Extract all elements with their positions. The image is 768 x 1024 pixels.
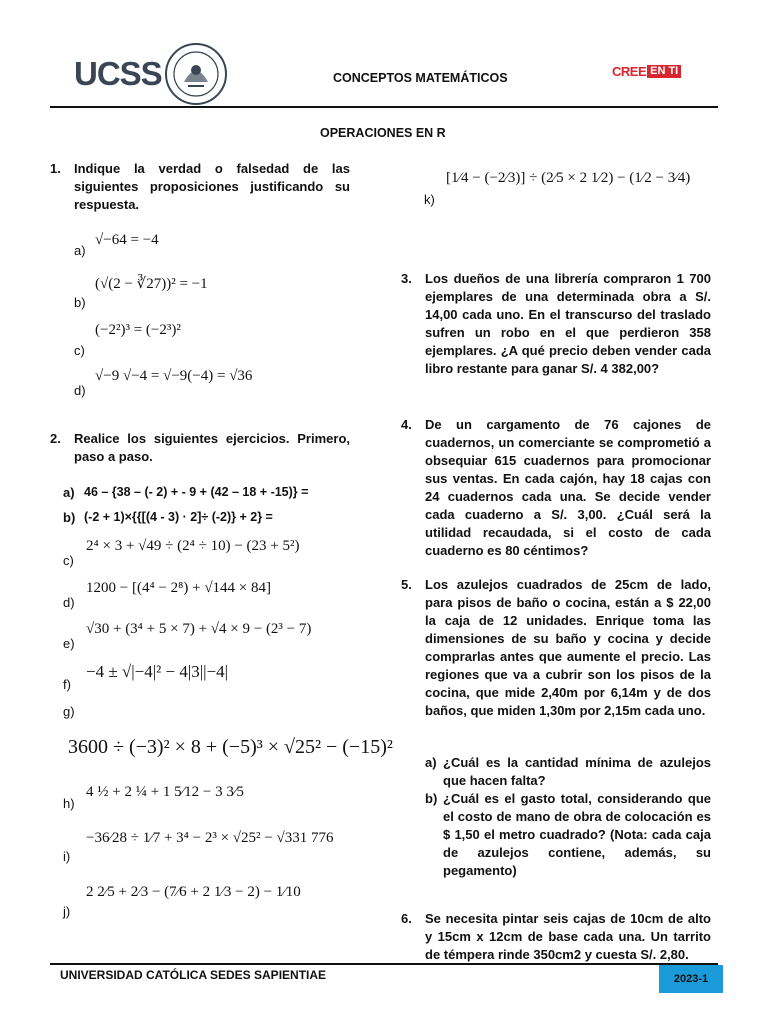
q2-item-b-expr: (-2 + 1)×{{[(4 - 3) · 2]÷ (-2)} + 2} = [84,510,273,524]
footer-rule [50,963,718,965]
cree-en-ti-logo [612,64,681,79]
question-5-part-b [425,790,711,880]
q2-item-a-label: a) [63,485,75,500]
question-number: 4. [401,417,412,432]
q2-item-i-label: i) [63,849,71,864]
question-number: 6. [401,911,412,926]
part-text: ¿Cuál es la cantidad mínima de azulejos que hacen falta? [443,755,711,788]
part-text: ¿Cuál es el gasto total, considerando que el costo de mano de obra de colocación es $ 1,50 el metro cuadrado? (Nota: cada caja de azulejos contiene, además, su pegamento) [443,791,711,878]
question-text: Se necesita pintar seis cajas de 10cm de alto y 15cm x 12cm de base cada una. Un tarrito de témpera rinde 350cm2 y cuesta S/. 2,80. [425,911,711,962]
question-number: 1. [50,161,61,176]
page-header [0,0,768,112]
question-3 [401,270,711,378]
q2-item-f-label: f) [63,677,71,692]
question-number: 3. [401,271,412,286]
q2-item-j-label: j) [63,904,71,919]
q2-item-j-expr: 2 2⁄5 + 2⁄3 − (7⁄6 + 2 1⁄3 − 2) − 1⁄10 [86,884,301,900]
q2-item-h-label: h) [63,796,75,811]
q1-item-k-expr: [1⁄4 − (−2⁄3)] ÷ (2⁄5 × 2 1⁄2) − (1⁄2 − 3⁄4) [446,170,691,186]
q2-item-a-expr: 46 – {38 – (- 2) + - 9 + (42 – 18 + -15)} = [84,485,309,499]
q1-item-a-label: a) [74,243,86,258]
header-rule [50,106,718,108]
q1-item-c-expr: (−2²)³ = (−2³)² [95,322,181,338]
q2-item-g-expr: 3600 ÷ (−3)² × 8 + (−5)³ × √25² − (−15)² [68,736,393,758]
question-5-part-a [425,754,711,790]
question-1 [50,160,350,214]
question-text: De un cargamento de 76 cajones de cuadernos, un comerciante se comprometió a obsequiar 615 cuadernos para promocionar sus ventas. En cada cajón, hay 18 cajas con 24 cuadernos cada una. Se decide vender cada cuaderno a S/. 3,00. ¿Cuál será la utilidad recaudada, si el costo de cada cuaderno es 80 céntimos? [425,417,711,558]
question-number: 5. [401,577,412,592]
q2-item-f-expr: −4 ± √|−4|² − 4|3||−4| [86,662,229,681]
document-title: CONCEPTOS MATEMÁTICOS [333,71,508,85]
cree-text: CREE [612,64,647,79]
question-6 [401,910,711,964]
footer-university: UNIVERSIDAD CATÓLICA SEDES SAPIENTIAE [60,968,327,982]
question-text: Los dueños de una librería compraron 1 700 ejemplares de una determinada obra a S/. 14,00 cada uno. En el transcurso del traslado sufren un robo en el que perdieron 358 ejemplares. ¿A qué precio deben vender cada libro restante para ganar S/. 4 382,00? [425,271,711,376]
section-title: OPERACIONES EN R [320,126,446,140]
question-text: Los azulejos cuadrados de 25cm de lado, para pisos de baño o cocina, están a $ 22,00 la caja de 12 unidades. Enrique toma las dimensiones de su baño y cocina y decide comprarlas antes que aumente el precio. Las regiones que va a cubrir son los pisos de la cocina, que mide 2,40m por 6,14m y de dos baños, que miden 1,30m por 2,15m cada uno. [425,577,711,718]
logo-text: UCSS [74,55,162,92]
q1-item-k-label: k) [424,192,435,207]
q1-item-c-label: c) [74,343,85,358]
q2-item-c-label: c) [63,553,74,568]
q1-item-d-label: d) [74,383,86,398]
question-text: Realice los siguientes ejercicios. Primero, paso a paso. [74,431,350,464]
q2-item-c-expr: 2⁴ × 3 + √49 ÷ (2⁴ ÷ 10) − (23 + 5²) [86,538,300,554]
q2-item-e-expr: √30 + (3⁴ + 5 × 7) + √4 × 9 − (2³ − 7) [86,621,312,637]
question-4 [401,416,711,560]
q1-item-b-expr: (√(2 − ∛27))² = −1 [95,276,208,292]
q2-item-h-expr: 4 ½ + 2 ¼ + 1 5⁄12 − 3 3⁄5 [86,784,244,800]
term-badge: 2023-1 [659,965,723,993]
q2-item-g-label: g) [63,704,75,719]
q2-item-b-label: b) [63,510,76,525]
part-label: b) [425,791,438,806]
q2-item-i-expr: −36⁄28 ÷ 1⁄7 + 3⁴ − 2³ × √25² − √331 776 [86,830,334,846]
university-seal-icon [164,42,228,106]
q2-item-e-label: e) [63,636,75,651]
en-ti-text: EN TI [647,65,681,78]
question-number: 2. [50,431,61,446]
q2-item-d-expr: 1200 − [(4⁴ − 2⁸) + √144 × 84] [86,580,272,596]
ucss-logo [74,42,228,106]
question-5 [401,576,711,720]
question-text: Indique la verdad o falsedad de las siguientes proposiciones justificando su respuesta. [74,161,350,212]
q1-item-b-label: b) [74,295,86,310]
q1-item-d-expr: √−9 √−4 = √−9(−4) = √36 [95,368,253,384]
q1-item-a-expr: √−64 = −4 [95,232,159,248]
question-2 [50,430,350,466]
part-label: a) [425,755,437,770]
q2-item-d-label: d) [63,595,75,610]
